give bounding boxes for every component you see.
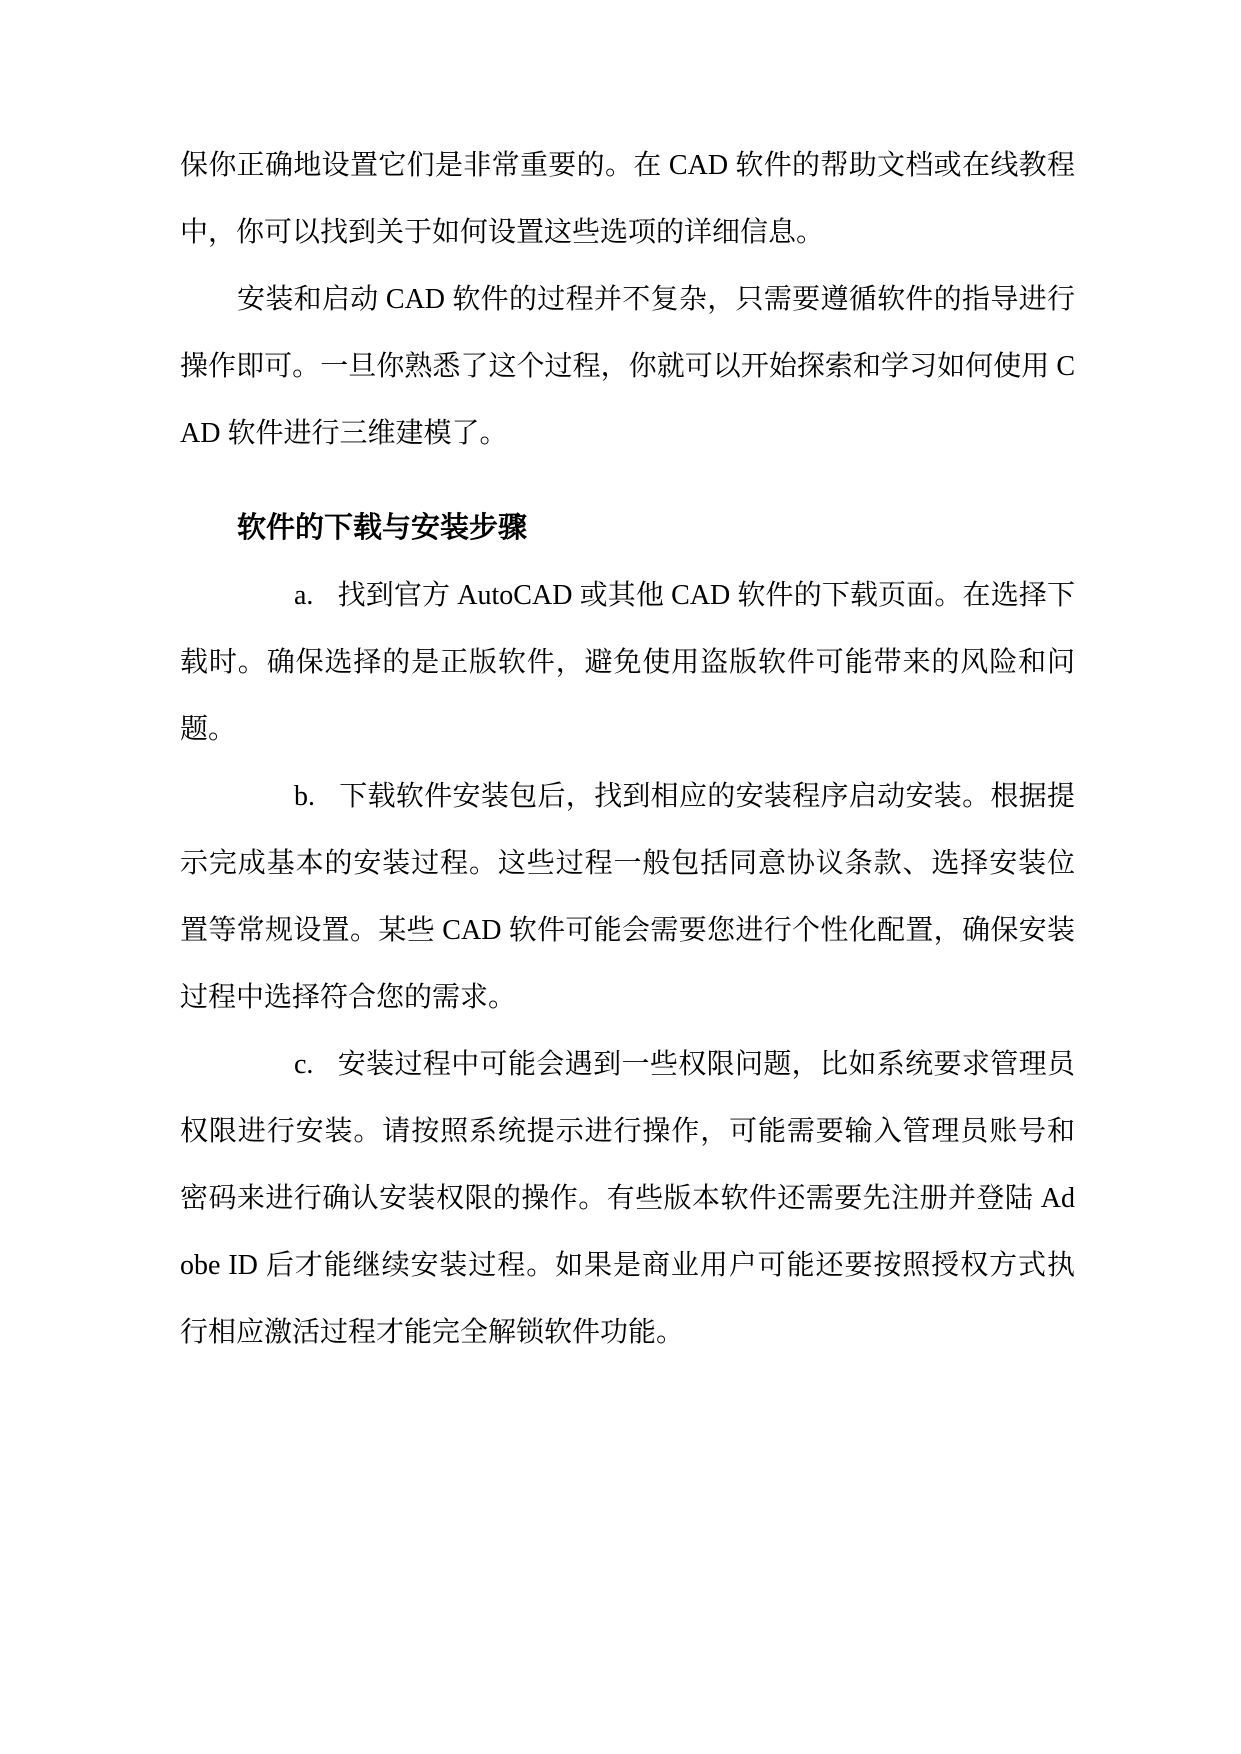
section-heading-download-install-steps: 软件的下载与安装步骤 (237, 512, 528, 544)
paragraph-setup-options-continuation: 保你正确地设置它们是非常重要的。在 CAD 软件的帮助文档或在线教程中，你可以找到关于如何设置这些选项的详细信息。 (180, 150, 1075, 248)
list-marker-c: c. (294, 1049, 314, 1080)
paragraph-install-launch-overview: 安装和启动 CAD 软件的过程并不复杂，只需要遵循软件的指导进行操作即可。一旦你熟悉了这个过程，你就可以开始探索和学习如何使用 CAD 软件进行三维建模了。 (180, 284, 1075, 449)
list-item-c-text: 安装过程中可能会遇到一些权限问题，比如系统要求管理员权限进行安装。请按照系统提示进行操作，可能需要输入管理员账号和密码来进行确认安装权限的操作。有些版本软件还需要先注册并登陆 Adobe ID 后才能继续安装过程。如果是商业用户可能还要按照授权方式执行相应激活过程才能完全解锁软件功能。 (180, 1049, 1075, 1348)
list-item-b-text: 下载软件安装包后，找到相应的安装程序启动安装。根据提示完成基本的安装过程。这些过程一般包括同意协议条款、选择安装位置等常规设置。某些 CAD 软件可能会需要您进行个性化配置，确保安装过程中选择符合您的需求。 (180, 781, 1075, 1013)
list-item-a (180, 562, 1075, 763)
list-marker-a: a. (294, 580, 314, 611)
list-item-c (180, 1031, 1075, 1366)
list-item-b (180, 763, 1075, 1031)
list-marker-b: b. (294, 781, 315, 812)
list-item-a-text: 找到官方 AutoCAD 或其他 CAD 软件的下载页面。在选择下载时。确保选择的是正版软件，避免使用盗版软件可能带来的风险和问题。 (180, 580, 1075, 745)
